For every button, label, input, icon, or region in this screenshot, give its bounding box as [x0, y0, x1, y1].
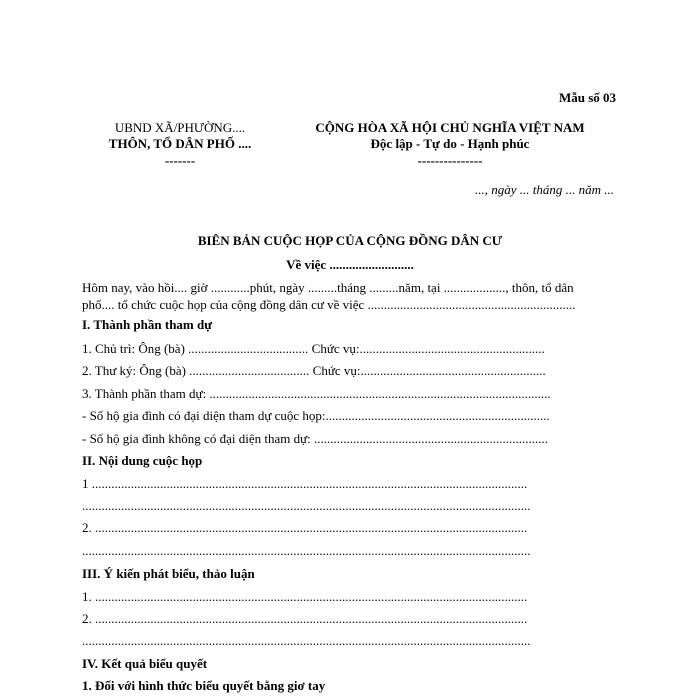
document-title: BIÊN BẢN CUỘC HỌP CỦA CỘNG ĐỒNG DÂN CƯ	[197, 233, 503, 248]
intro-line-2: phố.... tổ chức cuộc họp của cộng đồng dân cư về việc ................................................................	[82, 297, 576, 312]
header-right-line1: CỘNG HÒA XÃ HỘI CHỦ NGHĨA VIỆT NAM	[315, 120, 585, 135]
header-right-divider: ---------------	[417, 153, 483, 168]
section-1-item-3: 3. Thành phần tham dự: .........................................................................................................	[82, 386, 551, 401]
header-left-line2: THÔN, TỔ DÂN PHỐ ....	[108, 136, 252, 151]
section-1-item-4: - Số hộ gia đình có đại diện tham dự cuộc họp:.....................................................................	[82, 408, 550, 423]
section-3-heading: III. Ý kiến phát biểu, thảo luận	[82, 566, 255, 581]
section-1-item-2: 2. Thư ký: Ông (bà) ..................................... Chức vụ:.........................................................	[82, 363, 546, 378]
section-2-line-2: ..........................................................................................................................................	[82, 498, 531, 513]
section-4-sub-1: 1. Đối với hình thức biểu quyết bằng giơ tay	[82, 678, 326, 693]
section-2-line-3: 2. .....................................................................................................................................	[82, 520, 528, 535]
header-left-divider: -------	[164, 153, 196, 168]
header-left-line1: UBND XÃ/PHƯỜNG....	[114, 120, 246, 135]
form-number: Mẫu số 03	[558, 90, 616, 105]
section-2-line-4: ..........................................................................................................................................	[82, 543, 531, 558]
section-1-heading: I. Thành phần tham dự	[82, 317, 213, 332]
document-subtitle: Về việc ..........................	[286, 257, 414, 272]
section-3-line-1: 1. .....................................................................................................................................	[82, 589, 528, 604]
section-4-heading: IV. Kết quả biểu quyết	[82, 656, 208, 671]
section-2-heading: II. Nội dung cuộc họp	[82, 453, 203, 468]
section-1-item-5: - Số hộ gia đình không có đại diện tham dự: ........................................................................	[82, 431, 548, 446]
section-1-item-1: 1. Chủ trì: Ông (bà) ..................................... Chức vụ:.........................................................	[82, 341, 545, 356]
header-right-line2: Độc lập - Tự do - Hạnh phúc	[370, 136, 530, 151]
intro-line-1: Hôm nay, vào hồi.... giờ ............phút, ngày .........tháng .........năm, tại ..................., thôn, tổ dân	[82, 280, 574, 295]
section-3-line-2: 2. .....................................................................................................................................	[82, 611, 528, 626]
section-2-line-1: 1 ......................................................................................................................................	[82, 476, 528, 491]
section-3-line-3: ..........................................................................................................................................	[82, 633, 531, 648]
date-line: ..., ngày ... tháng ... năm ...	[474, 182, 614, 197]
